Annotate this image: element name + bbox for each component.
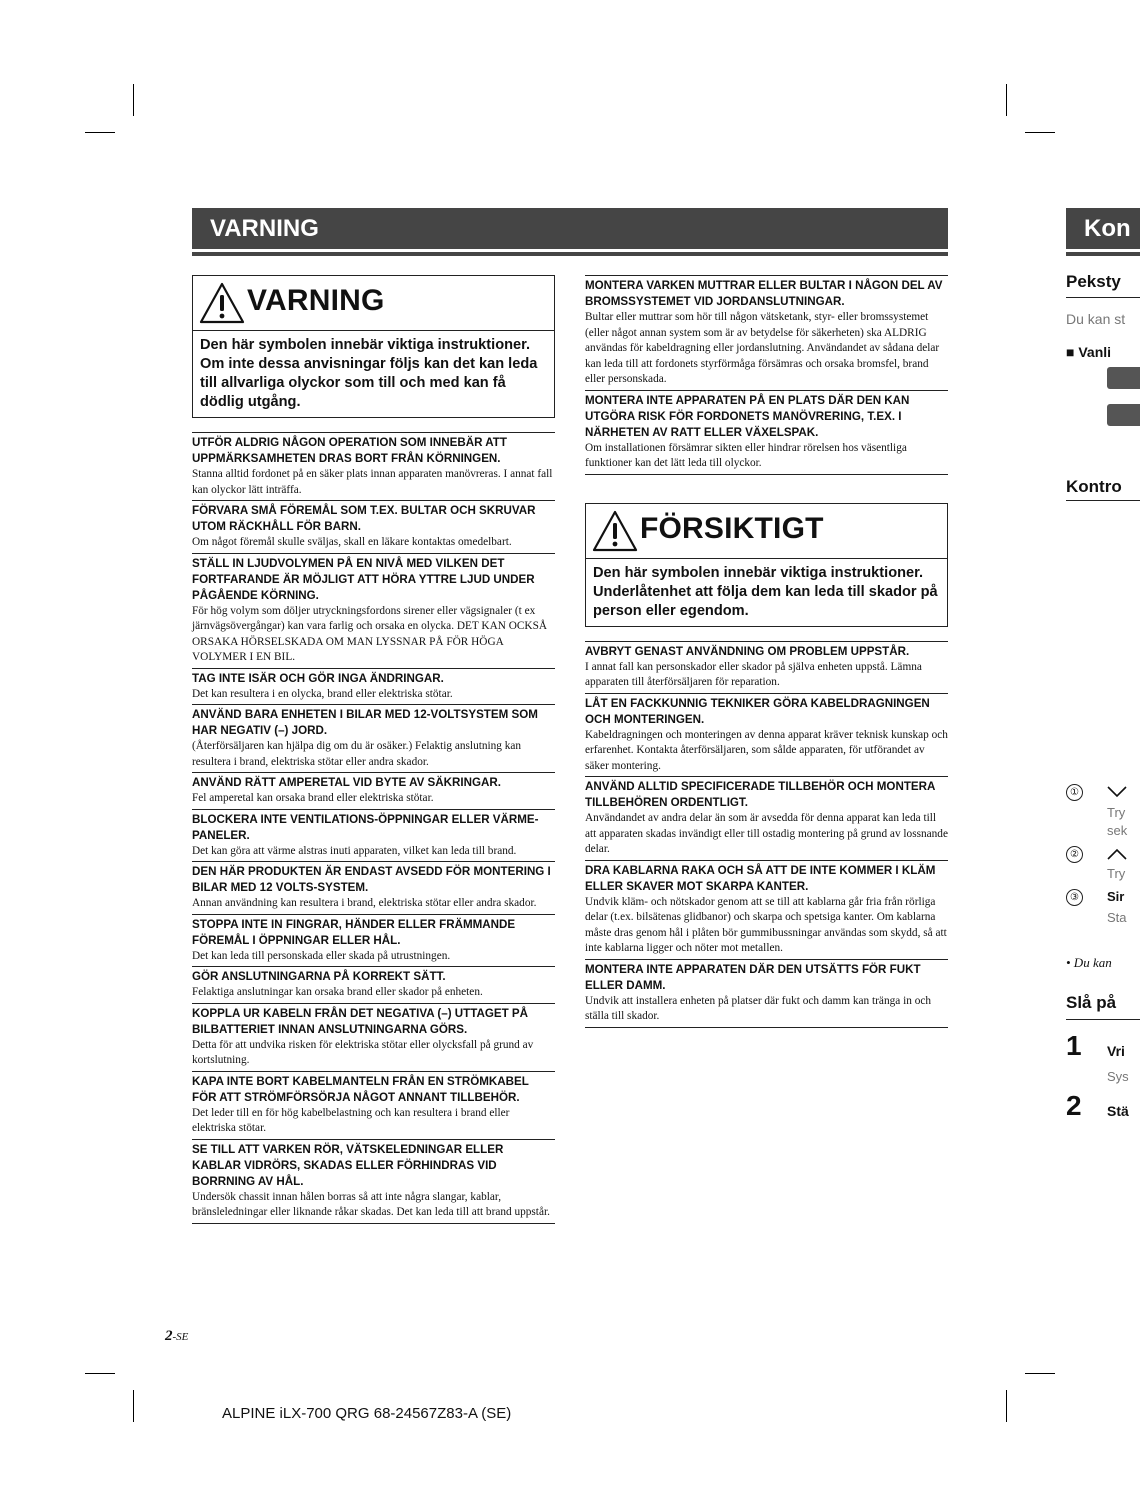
next-section-rule bbox=[1066, 500, 1140, 501]
section-header bbox=[192, 208, 948, 249]
item-heading: LÅT EN FACKKUNNIG TEKNIKER GÖRA KABELDRAGNINGEN OCH MONTERINGEN. bbox=[585, 696, 930, 726]
right-item-list-top bbox=[585, 275, 948, 475]
header-rule bbox=[192, 252, 948, 256]
step-marker: ① bbox=[1066, 784, 1083, 801]
item-heading: MONTERA INTE APPARATEN DÄR DEN UTSÄTTS FÖR FUKT ELLER DAMM. bbox=[585, 962, 921, 992]
caution-callout bbox=[585, 503, 948, 627]
page-number-value: 2 bbox=[165, 1328, 173, 1344]
step-title: Sir bbox=[1107, 889, 1125, 904]
item-heading: TAG INTE ISÄR OCH GÖR INGA ÄNDRINGAR. bbox=[192, 671, 444, 685]
callout-head bbox=[193, 276, 554, 331]
step-number: 1 bbox=[1066, 1030, 1082, 1061]
item-text: Undersök chassit innan hålen borras så att inte några slangar, kablar, bränsleledningar eller liknande råkar skadas. Det kan leda till att brand uppstår. bbox=[192, 1190, 550, 1218]
item-text: Undvik att installera enheten på platser där fukt och damm kan tränga in och ställa till skador. bbox=[585, 994, 932, 1022]
item-heading: DEN HÄR PRODUKTEN ÄR ENDAST AVSEDD FÖR MONTERING I BILAR MED 12 VOLTS-SYSTEM. bbox=[192, 865, 551, 894]
left-item-list bbox=[192, 432, 555, 1224]
warning-item bbox=[192, 773, 555, 810]
warning-item bbox=[192, 501, 555, 554]
warning-item bbox=[192, 862, 555, 915]
item-text: Stanna alltid fordonet på en säker plats innan apparaten manövreras. I annat fall kan olyckor lätt inträffa. bbox=[192, 468, 553, 496]
warning-item bbox=[192, 810, 555, 863]
item-text: (Återförsäljaren kan hjälpa dig om du är osäker.) Felaktig anslutning kan resultera i brand, elektriska stötar eller andra skador. bbox=[192, 740, 522, 768]
page-number bbox=[165, 1328, 188, 1345]
warning-item bbox=[192, 1072, 555, 1140]
step-marker: ② bbox=[1066, 846, 1083, 863]
crop-mark bbox=[1006, 1390, 1007, 1422]
callout-label: FÖRSIKTIGT bbox=[640, 511, 824, 545]
next-section-rule bbox=[1066, 297, 1140, 298]
section-title: VARNING bbox=[210, 215, 319, 242]
warning-item bbox=[585, 275, 948, 391]
callout-head bbox=[586, 504, 947, 559]
next-bullet-heading: ■ Vanli bbox=[1066, 344, 1112, 360]
warning-item bbox=[192, 1004, 555, 1072]
warning-item bbox=[585, 694, 948, 778]
crop-mark bbox=[1025, 132, 1055, 133]
warning-item bbox=[192, 669, 555, 706]
warning-item bbox=[585, 777, 948, 861]
step-marker: ③ bbox=[1066, 889, 1083, 906]
next-page-header bbox=[1066, 208, 1140, 249]
item-heading: MONTERA VARKEN MUTTRAR ELLER BULTAR I NÅGON DEL AV BROMSSYSTEMET VID JORDANSLUTNINGAR. bbox=[585, 279, 943, 308]
step-text: Sys bbox=[1107, 1069, 1129, 1084]
left-column bbox=[192, 275, 555, 1224]
callout-label: VARNING bbox=[247, 284, 385, 317]
item-heading: BLOCKERA INTE VENTILATIONS-ÖPPNINGAR ELLER VÄRME-PANELER. bbox=[192, 812, 539, 842]
page-number-suffix: -SE bbox=[172, 1331, 189, 1343]
item-heading: KOPPLA UR KABELN FRÅN DET NEGATIVA (–) UTTAGET PÅ BILBATTERIET INNAN ANSLUTNINGARNA GÖRS. bbox=[192, 1006, 528, 1036]
item-heading: SE TILL ATT VARKEN RÖR, VÄTSKELEDNINGAR ELLER KABLAR VIDRÖRS, SKADAS ELLER FÖRHINDRAS VID BORRNING AV HÅL. bbox=[192, 1142, 504, 1188]
item-text: Det kan göra att värme alstras inuti apparaten, vilket kan leda till brand. bbox=[192, 844, 517, 857]
item-text: Felaktiga anslutningar kan orsaka brand eller skador på enheten. bbox=[192, 986, 483, 998]
step-text: Sta bbox=[1107, 910, 1127, 925]
next-page-rule bbox=[1066, 252, 1140, 256]
item-heading: GÖR ANSLUTNINGARNA PÅ KORREKT SÄTT. bbox=[192, 970, 446, 983]
crop-mark bbox=[133, 84, 134, 116]
step-text: sek bbox=[1107, 823, 1128, 838]
item-text: Kabeldragningen och monteringen av denna apparat kräver teknisk kunskap och erfarenhet. Kontakta återförsäljaren, som sålde apparaten, för utförandet av säker montering. bbox=[585, 728, 948, 772]
item-text: Undvik kläm- och nötskador genom att se till att kablarna går fria från rörliga delar (t.ex. bilsätenas glidbanor) och skarpa och spetsiga kanter. Om kablarna måste dras genom hål i plåten bör gummibussningar användas som skydd, så att inte kablarna ligger och nöter mot metallen. bbox=[585, 895, 947, 954]
crop-mark bbox=[1006, 84, 1007, 116]
warning-item bbox=[585, 861, 948, 960]
next-page-title: Kon bbox=[1084, 215, 1131, 242]
warning-item bbox=[192, 432, 555, 501]
item-text: Detta för att undvika risken för elektriska stötar eller olycksfall på grund av kortslutning. bbox=[192, 1038, 534, 1066]
item-text: Användandet av andra delar än som är avsedda för denna apparat kan leda till att apparaten skadas invändigt eller till ostadig montering på grund av lossnande delar. bbox=[585, 812, 948, 855]
callout-text: Den här symbolen innebär viktiga instruktioner. Om inte dessa anvisningar följs kan det kan leda till allvarliga olyckor som till och med kan få dödlig utgång. bbox=[200, 337, 538, 410]
warning-item bbox=[192, 705, 555, 773]
item-heading: DRA KABLARNA RAKA OCH SÅ ATT DE INTE KOMMER I KLÄM ELLER SKAVER MOT SKARPA KANTER. bbox=[585, 863, 936, 893]
item-text: Om något föremål skulle sväljas, skall en läkare kontaktas omedelbart. bbox=[192, 536, 512, 548]
next-button-graphic bbox=[1107, 404, 1140, 426]
item-text: Om installationen försämrar sikten eller hindrar rörelsen hos väsentliga funktioner kan det lätt leda till olyckor. bbox=[585, 441, 907, 469]
item-text: I annat fall kan personskador eller skador på själva enheten uppstå. Lämna apparaten till återförsäljaren för reparation. bbox=[585, 660, 922, 688]
item-heading: FÖRVARA SMÅ FÖREMÅL SOM T.EX. BULTAR OCH SKRUVAR UTOM RÄCKHÅLL FÖR BARN. bbox=[192, 504, 536, 533]
callout-text: Den här symbolen innebär viktiga instruktioner. Underlåtenhet att följa dem kan leda till skador på person eller egendom. bbox=[593, 564, 938, 619]
item-heading: ANVÄND RÄTT AMPERETAL VID BYTE AV SÄKRINGAR. bbox=[192, 776, 501, 789]
chevron-up-icon bbox=[1107, 848, 1127, 860]
crop-mark bbox=[85, 1373, 115, 1374]
warning-item bbox=[585, 960, 948, 1028]
right-column bbox=[585, 275, 948, 1028]
crop-mark bbox=[133, 1390, 134, 1422]
step-number: 2 bbox=[1066, 1090, 1082, 1121]
next-section-heading: Kontro bbox=[1066, 477, 1122, 496]
item-heading: STÄLL IN LJUDVOLYMEN PÅ EN NIVÅ MED VILKEN DET FORTFARANDE ÄR MÖJLIGT ATT HÖRA YTTRE LJUD UNDER PÅGÅENDE KÖRNING. bbox=[192, 556, 535, 602]
right-item-list-bottom bbox=[585, 641, 948, 1028]
warning-item bbox=[192, 554, 555, 669]
next-section-text: Du kan st bbox=[1066, 311, 1126, 327]
item-heading: KAPA INTE BORT KABELMANTELN FRÅN EN STRÖMKABEL FÖR ATT STRÖMFÖRSÖRJA NÅGOT ANNANT TILLBEHÖR. bbox=[192, 1074, 529, 1104]
warning-item bbox=[192, 915, 555, 968]
item-text: Det kan resultera i en olycka, brand eller elektriska stötar. bbox=[192, 687, 453, 700]
item-heading: UTFÖR ALDRIG NÅGON OPERATION SOM INNEBÄR ATT UPPMÄRKSAMHETEN DRAS BORT FRÅN KÖRNINGEN. bbox=[192, 436, 507, 465]
warning-triangle-icon bbox=[592, 509, 638, 553]
item-text: Det kan leda till personskada eller skada på utrustningen. bbox=[192, 949, 451, 962]
item-heading: STOPPA INTE IN FINGRAR, HÄNDER ELLER FRÄMMANDE FÖREMÅL I ÖPPNINGAR ELLER HÅL. bbox=[192, 917, 516, 947]
chevron-down-icon bbox=[1107, 786, 1127, 798]
item-text: Annan användning kan resultera i brand, elektriska stötar eller andra skador. bbox=[192, 897, 537, 909]
step-text: Try bbox=[1107, 805, 1126, 820]
warning-triangle-icon bbox=[199, 281, 245, 325]
next-section-rule bbox=[1066, 1019, 1140, 1020]
item-heading: ANVÄND ALLTID SPECIFICERADE TILLBEHÖR OCH MONTERA TILLBEHÖREN ORDENTLIGT. bbox=[585, 780, 935, 809]
step-title: Stä bbox=[1107, 1103, 1129, 1119]
item-text: Fel amperetal kan orsaka brand eller elektriska stötar. bbox=[192, 792, 434, 804]
step-title: Vri bbox=[1107, 1043, 1125, 1059]
next-section-heading: Slå på bbox=[1066, 993, 1117, 1012]
item-text: Det leder till en för hög kabelbelastning och kan resultera i brand eller elektriska stötar. bbox=[192, 1106, 510, 1134]
next-section-heading: Peksty bbox=[1066, 272, 1121, 291]
crop-mark bbox=[1025, 1373, 1055, 1374]
item-heading: ANVÄND BARA ENHETEN I BILAR MED 12-VOLTSYSTEM SOM HAR NEGATIV (–) JORD. bbox=[192, 708, 538, 737]
footer-text: ALPINE iLX-700 QRG 68-24567Z83-A (SE) bbox=[222, 1405, 512, 1422]
item-text: Bultar eller muttrar som hör till någon vätsketank, styr- eller bromssystemet (eller något annan system som är av betydelse för säkerheten) ska ALDRIG användas för kabeldragning eller jordanslutning. Användandet av sådana delar kan leda till att fordonets styrförmåga försämras och orsaka bromsfel, brand eller personskada. bbox=[585, 311, 940, 385]
step-text: Try bbox=[1107, 866, 1126, 881]
warning-item bbox=[192, 967, 555, 1004]
crop-mark bbox=[85, 132, 115, 133]
warning-callout bbox=[192, 275, 555, 418]
warning-item bbox=[192, 1140, 555, 1224]
item-text: För hög volym som döljer utryckningsfordons sirener eller vägsignaler (t ex järnvägsövergångar) kan vara farlig och orsaka en olycka. DET KAN OCKSÅ ORSAKA HÖRSELSKADA OM MAN LYSSNAR PÅ FÖR HÖGA VOLYMER I EN BIL. bbox=[192, 604, 548, 663]
item-heading: AVBRYT GENAST ANVÄNDNING OM PROBLEM UPPSTÅR. bbox=[585, 644, 910, 658]
next-note: • Du kan bbox=[1066, 955, 1112, 970]
warning-item bbox=[585, 641, 948, 694]
warning-item bbox=[585, 391, 948, 475]
next-button-graphic bbox=[1107, 367, 1140, 389]
item-heading: MONTERA INTE APPARATEN PÅ EN PLATS DÄR DEN KAN UTGÖRA RISK FÖR FORDONETS MANÖVRERING, T.EX. I NÄRHETEN AV RATT ELLER VÄXELSPAK. bbox=[585, 393, 910, 439]
